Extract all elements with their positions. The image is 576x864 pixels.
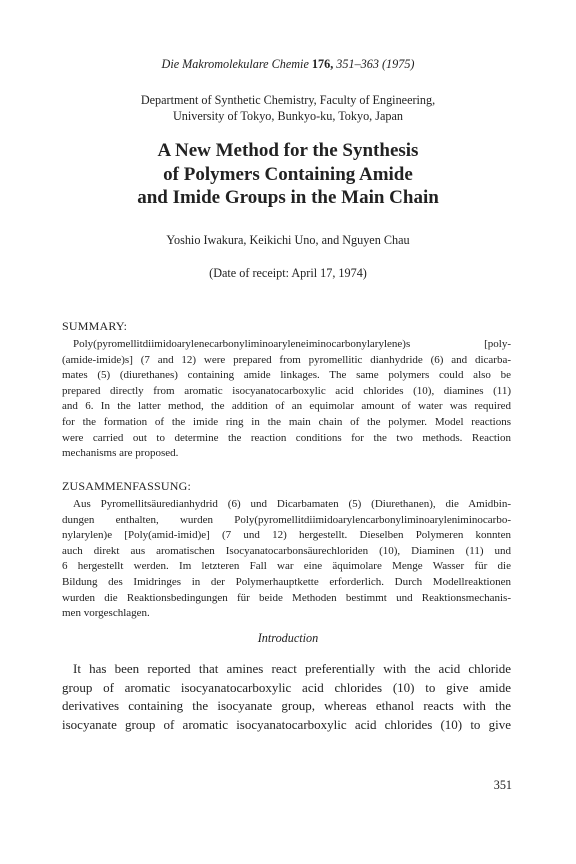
affiliation-line: Department of Synthetic Chemistry, Faculty of Engineering, bbox=[140, 93, 436, 107]
journal-citation bbox=[0, 57, 576, 72]
zusammenfassung-body bbox=[62, 497, 511, 622]
introduction-heading: Introduction bbox=[257, 631, 319, 645]
summary-body bbox=[62, 337, 511, 462]
title-line: and Imide Groups in the Main Chain bbox=[137, 187, 439, 208]
receipt-date: (Date of receipt: April 17, 1974) bbox=[209, 266, 367, 280]
summary-line: mechanisms are proposed. bbox=[62, 447, 179, 460]
summary-line: were carried out to determine the reaction conditions for the two methods. Reaction bbox=[62, 431, 511, 444]
zusammenfassung-line: nylarylen)e [Poly(amid-imid)e] (7 und 12) hergestellt. Dieselben Polymeren konnten bbox=[62, 529, 511, 542]
summary-line: mates (5) (diurethanes) containing amide linkages. The same polymers could also be bbox=[62, 369, 511, 382]
affiliation bbox=[0, 93, 576, 124]
introduction-line: It has been reported that amines react preferentially with the acid chloride bbox=[73, 661, 511, 676]
journal-pages: 351–363 (1975) bbox=[336, 57, 415, 71]
zusammenfassung-line: wurden die Reaktionsbedingungen für beide Methoden bestimmt und Reaktionsmechanis- bbox=[62, 591, 511, 604]
paper-title bbox=[0, 139, 576, 210]
title-line: A New Method for the Synthesis bbox=[157, 140, 419, 161]
affiliation-line: University of Tokyo, Bunkyo-ku, Tokyo, Japan bbox=[172, 108, 404, 123]
summary-line: and 6. In the latter method, the addition of an equimolar amount of water was required bbox=[62, 400, 511, 413]
zusammenfassung-line: Aus Pyromellitsäuredianhydrid (6) und Dicarbamaten (5) (Diurethanen), die Amidbin- bbox=[73, 498, 511, 510]
summary-line: for the formation of the imide ring in the main chain of the polymer. Model reactions bbox=[62, 415, 511, 428]
authors: Yoshio Iwakura, Keikichi Uno, and Nguyen Chau bbox=[166, 233, 410, 247]
page-number: 351 bbox=[493, 778, 512, 792]
introduction-line: group of aromatic isocyanatocarboxylic acid chlorides (10) to give amide bbox=[62, 679, 511, 695]
introduction-body bbox=[62, 660, 511, 734]
introduction-line: derivatives containing the isocyanate group, whereas ethanol reacts with the bbox=[62, 698, 511, 713]
zusammenfassung-heading: ZUSAMMENFASSUNG: bbox=[62, 479, 192, 493]
summary-heading: SUMMARY: bbox=[62, 319, 128, 333]
zusammenfassung-line: 6 hergestellt werden. Im letzteren Fall war eine äquimolare Menge Wasser für die bbox=[62, 560, 511, 573]
zusammenfassung-line: men vorgeschlagen. bbox=[62, 607, 150, 620]
zusammenfassung-line: Bildung des Imidringes in der Polymerhauptkette erforderlich. Durch Modellreaktionen bbox=[62, 575, 511, 588]
zusammenfassung-line: auch direkt aus aromatischen Isocyanatocarbonsäurechloriden (10), Diaminen (11) und bbox=[62, 544, 511, 557]
introduction-line: isocyanate group of aromatic isocyanatocarboxylic acid chlorides (10) to give bbox=[62, 716, 511, 732]
zusammenfassung-line: dungen enthalten, wurden Poly(pyromellitdiimidoarylencarbonyliminoaryleniminocarbo- bbox=[62, 513, 511, 526]
summary-line: (amide-imide)s] (7 and 12) were prepared from pyromellitic dianhydride (6) and dicarba- bbox=[62, 353, 511, 366]
journal-name: Die Makromolekulare Chemie bbox=[161, 57, 309, 71]
title-line: of Polymers Containing Amide bbox=[163, 163, 413, 185]
summary-line: Poly(pyromellitdiimidoarylenecarbonyliminoaryleneiminocarbonylarylene)s [poly- bbox=[73, 338, 511, 350]
summary-line: prepared directly from aromatic isocyanatocarboxylic acid chlorides (10), diamines (11) bbox=[62, 384, 511, 397]
journal-volume: 176, bbox=[311, 57, 334, 71]
